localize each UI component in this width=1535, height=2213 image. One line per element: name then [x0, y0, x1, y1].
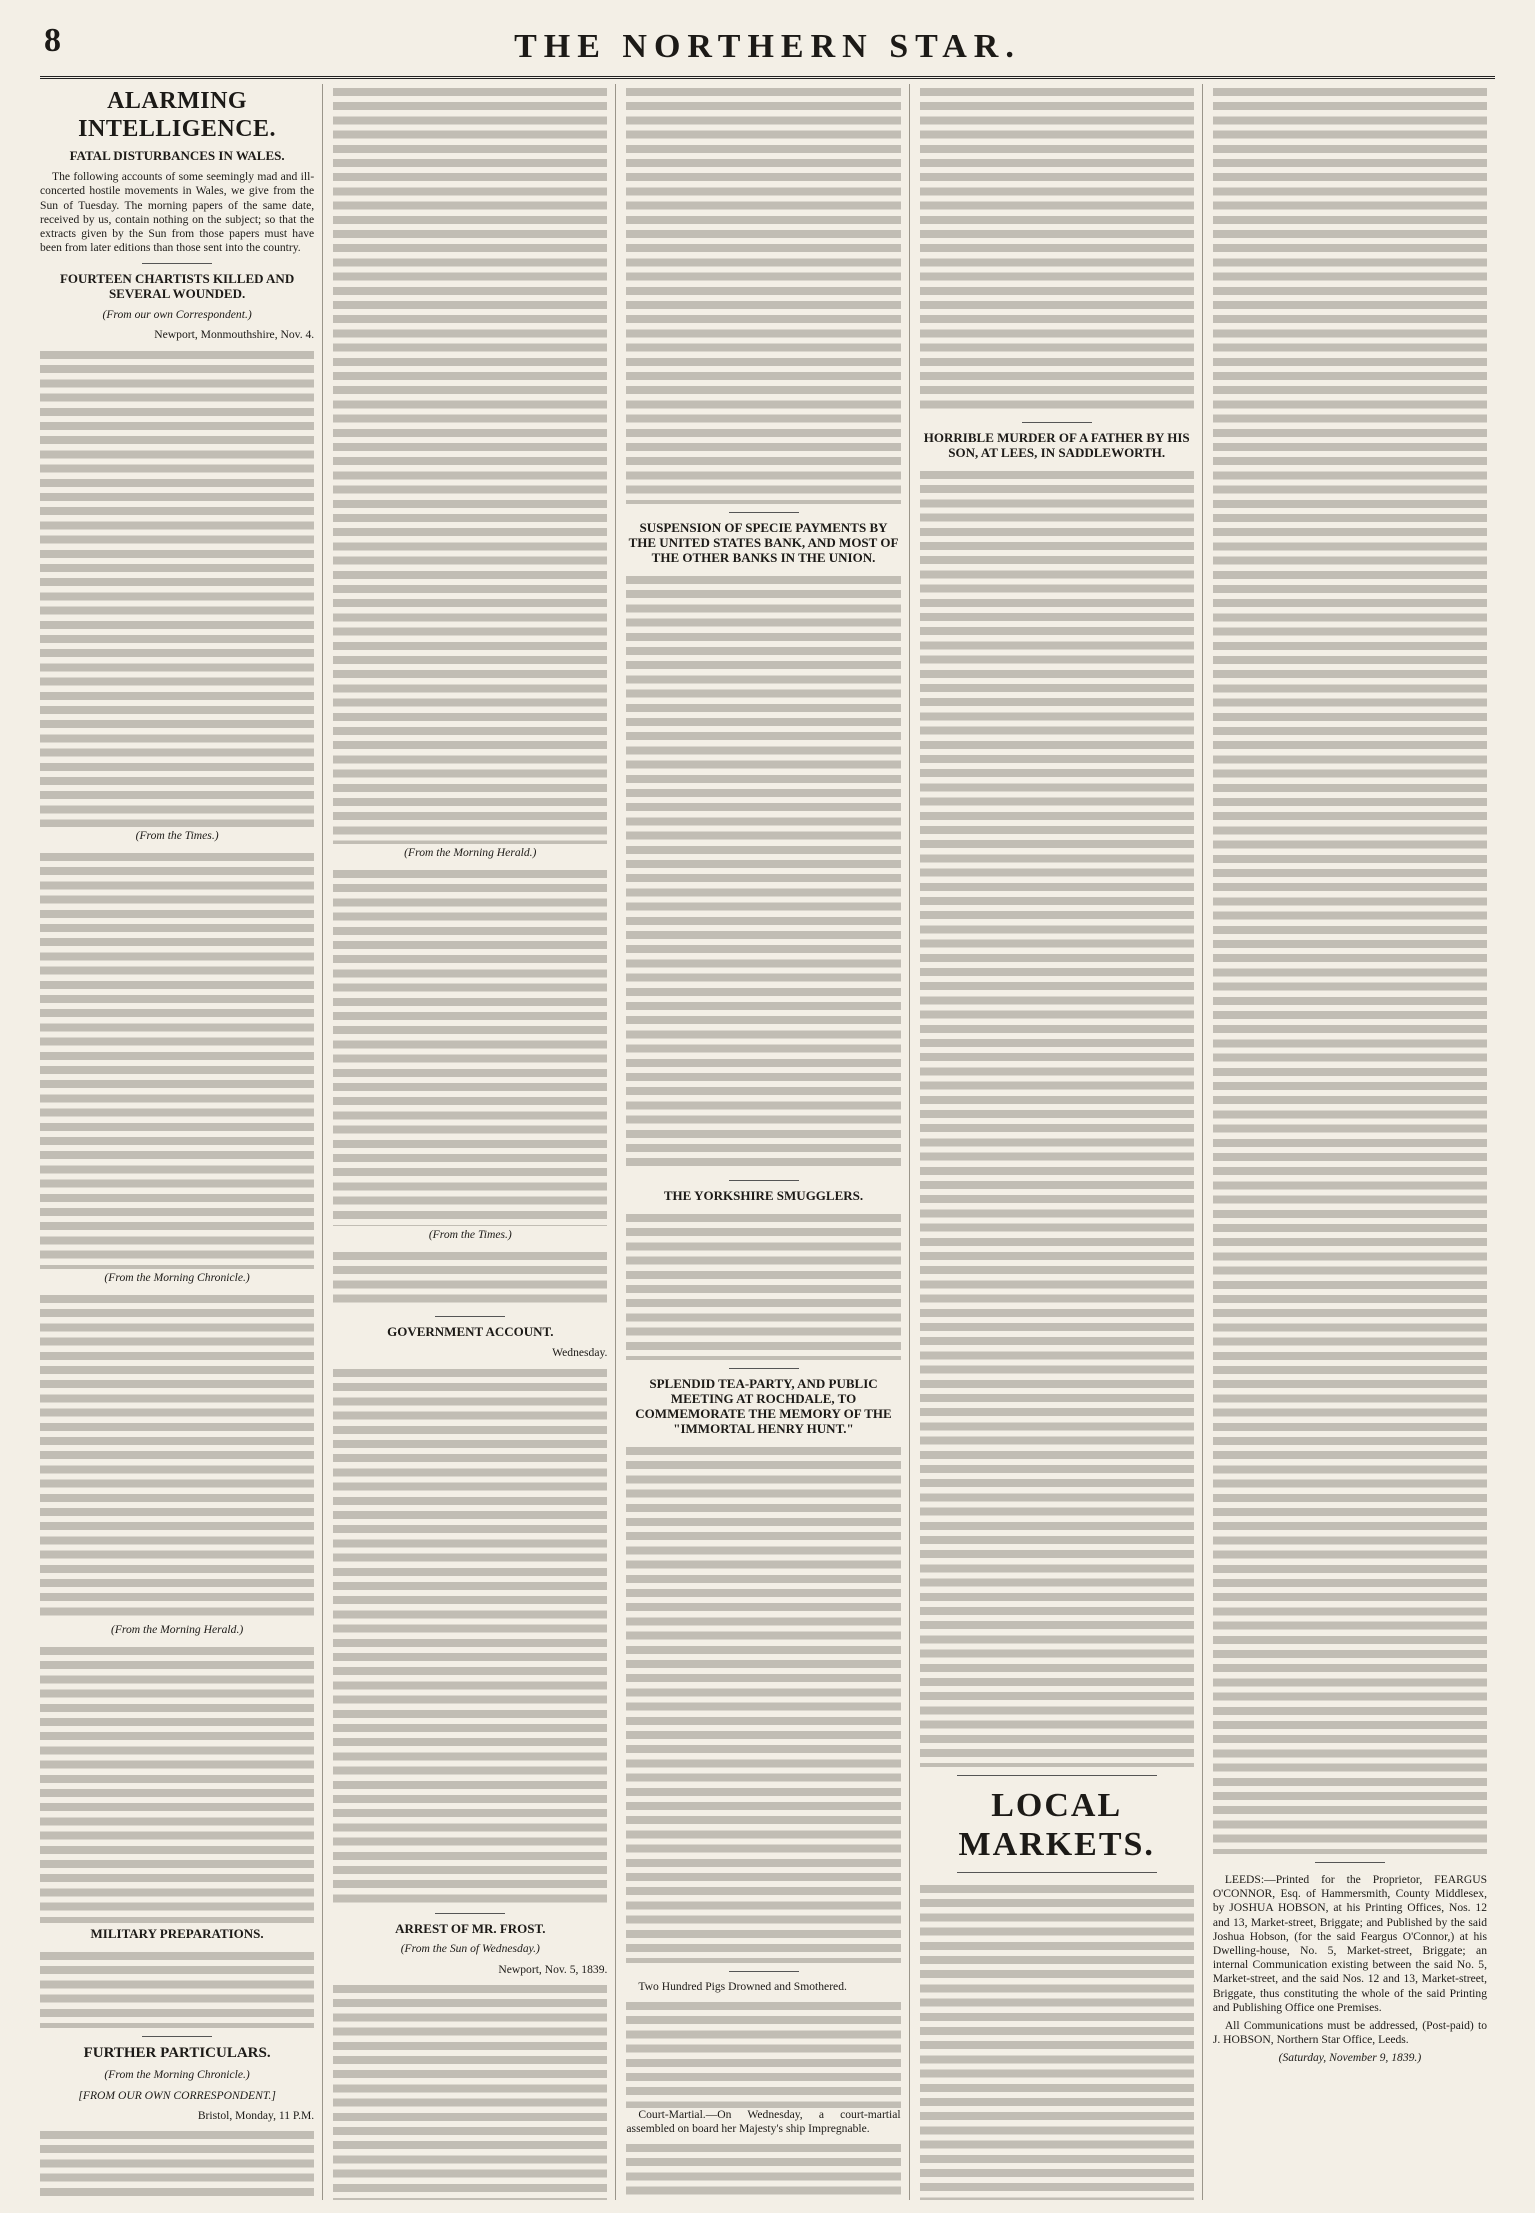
- intro-paragraph: The following accounts of some seemingly mad and ill-concerted hostile movements in Wales, we give from the Sun of Tuesday. The morning papers of the same date, received by us, contain nothing on the subject; so that the extracts given by the Sun from those papers must have been from later editions than those sent into the country.: [40, 170, 315, 255]
- divider: [957, 1872, 1157, 1873]
- divider: [1315, 1862, 1385, 1863]
- article-text-block: [1213, 84, 1487, 1854]
- article-text-block: [626, 1443, 900, 1963]
- subhead-military-preparations: MILITARY PREPARATIONS.: [90, 1926, 264, 1942]
- imprint-date: (Saturday, November 9, 1839.): [1278, 2051, 1422, 2065]
- source-times-2: (From the Times.): [428, 1228, 512, 1242]
- item-pigs-drowned: Two Hundred Pigs Drowned and Smothered.: [638, 1979, 847, 1993]
- article-text-block: [40, 849, 314, 1269]
- dateline-newport: Newport, Monmouthshire, Nov. 4.: [154, 328, 315, 342]
- article-text-block: [333, 1981, 607, 2200]
- column-2: [333, 84, 616, 2200]
- source-morning-chronicle: (From the Morning Chronicle.): [104, 1270, 250, 1284]
- source-own-correspondent: (From our own Correspondent.): [102, 308, 252, 322]
- source-herald-2: (From the Morning Herald.): [404, 846, 537, 859]
- subhead-further-particulars: FURTHER PARTICULARS.: [83, 2045, 271, 2062]
- divider: [1022, 422, 1092, 423]
- article-text-block: [40, 2127, 314, 2200]
- article-text-block: [626, 84, 900, 504]
- subhead-specie-payments: SUSPENSION OF SPECIE PAYMENTS BY THE UNITED STATES BANK, AND MOST OF THE OTHER BANKS IN THE UNION.: [628, 520, 899, 565]
- divider: [435, 1316, 505, 1317]
- source-morning-herald: (From the Morning Herald.): [110, 1623, 244, 1637]
- article-text-block: [626, 572, 900, 1172]
- divider: [729, 1180, 799, 1181]
- divider: [729, 1368, 799, 1369]
- divider: [729, 512, 799, 513]
- article-text-block: [920, 1881, 1194, 2200]
- imprint-text: LEEDS:—Printed for the Proprietor, FEARGUS O'CONNOR, Esq. of Hammersmith, County Middlesex, by JOSHUA HOBSON, at his Printing Offices, Nos. 12 and 13, Market-street, Briggate; and Published by the said Joshua Hobson, (for the said Feargus O'Connor,) at his Dwelling-house, No. 5, Market-street, Briggate; an internal Communication existing between the said No. 5, Market-street, and the said Nos. 12 and 13, Market-street, Briggate, thus constituting the whole of the said Printing and Publishing Office one Premises.: [1212, 1873, 1488, 2014]
- article-text-block: [333, 1248, 607, 1308]
- article-text-block: [920, 84, 1194, 414]
- article-text-block: [333, 84, 607, 844]
- column-3: [626, 84, 909, 2200]
- source-chronicle-2: (From the Morning Chronicle.): [104, 2068, 250, 2082]
- article-text-block: [626, 1998, 900, 2108]
- source-correspondent-2: [FROM OUR OWN CORRESPONDENT.]: [78, 2088, 276, 2102]
- headline-local-markets: LOCAL MARKETS.: [958, 1786, 1155, 1863]
- article-text-block: [920, 467, 1194, 1767]
- dateline-newport-2: Newport, Nov. 5, 1839.: [498, 1962, 608, 1976]
- article-text-block: [40, 347, 314, 827]
- source-sun: (From the Sun of Wednesday.): [400, 1942, 540, 1956]
- divider: [142, 263, 212, 264]
- divider: [142, 2036, 212, 2037]
- columns: [40, 84, 1495, 2200]
- column-5: [1213, 84, 1495, 2200]
- headline-alarming-intelligence: ALARMING INTELLIGENCE.: [78, 88, 277, 142]
- page-number: 8: [44, 22, 61, 59]
- article-text-block: [626, 1210, 900, 1360]
- subhead-rochdale-tea-party: SPLENDID TEA-PARTY, AND PUBLIC MEETING AT ROCHDALE, TO COMMEMORATE THE MEMORY OF THE "IMMORTAL HENRY HUNT.": [635, 1375, 892, 1436]
- source-times: (From the Times.): [135, 828, 219, 842]
- subhead-yorkshire-smugglers: THE YORKSHIRE SMUGGLERS.: [663, 1187, 864, 1203]
- article-text-block: [40, 1948, 314, 2028]
- dateline-bristol: Bristol, Monday, 11 P.M.: [197, 2108, 315, 2122]
- imprint-address: All Communications must be addressed, (Post-paid) to J. HOBSON, Northern Star Office, Leeds.: [1212, 2019, 1488, 2047]
- article-text-block: [40, 1291, 314, 1621]
- divider: [435, 1913, 505, 1914]
- subhead-government-account: GOVERNMENT ACCOUNT.: [387, 1324, 554, 1340]
- dateline-wednesday: Wednesday.: [552, 1346, 608, 1360]
- subhead-horrible-murder: HORRIBLE MURDER OF A FATHER BY HIS SON, AT LEES, IN SADDLEWORTH.: [923, 430, 1190, 460]
- divider: [957, 1775, 1157, 1776]
- article-text-block: [626, 2140, 900, 2200]
- column-4: [920, 84, 1203, 2200]
- publisher-imprint: [1213, 1873, 1487, 2066]
- article-text-block: [40, 1643, 314, 1923]
- newspaper-title: THE NORTHERN STAR.: [514, 28, 1021, 65]
- column-1: [40, 84, 323, 2200]
- divider: [729, 1971, 799, 1972]
- masthead: [40, 14, 1495, 79]
- subhead-chartists-killed: FOURTEEN CHARTISTS KILLED AND SEVERAL WOUNDED.: [59, 271, 295, 302]
- item-court-martial: Court-Martial.—On Wednesday, a court-martial assembled on board her Majesty's ship Impregnable.: [626, 2107, 901, 2135]
- section-fatal-disturbances: FATAL DISTURBANCES IN WALES.: [69, 148, 285, 164]
- article-text-block: [333, 1365, 607, 1905]
- article-text-block: [333, 866, 607, 1226]
- subhead-arrest-of-frost: ARREST OF MR. FROST.: [395, 1920, 546, 1936]
